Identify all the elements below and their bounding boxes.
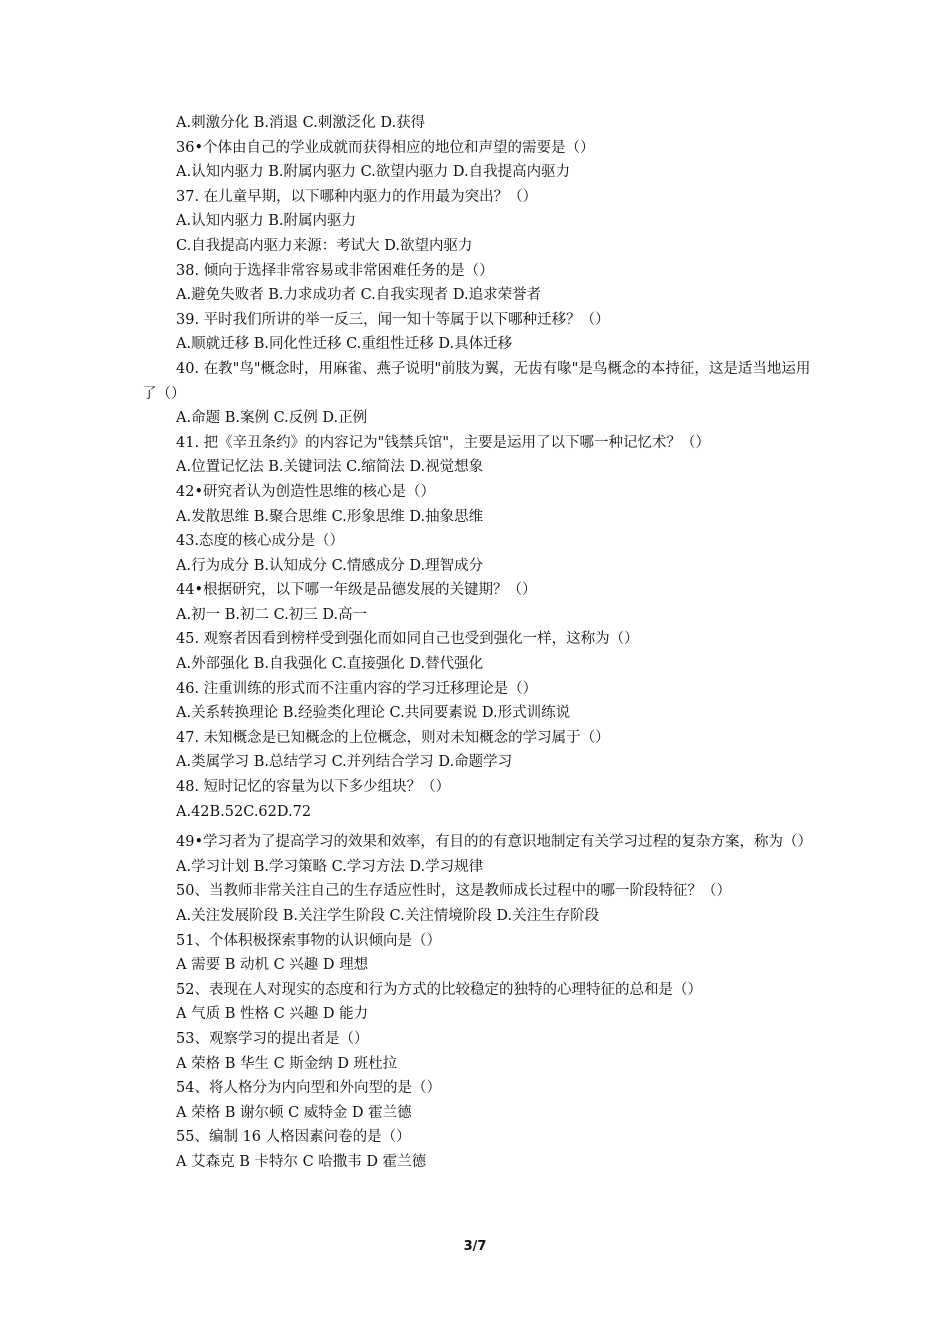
- question-45: 45. 观察者因看到榜样受到强化而如同自己也受到强化一样，这称为（）: [176, 631, 639, 648]
- answer-options-46: A.关系转换理论 B.经验类化理论 C.共同要素说 D.形式训练说: [176, 705, 571, 722]
- question-54: 54、将人格分为内向型和外向型的是（）: [176, 1080, 441, 1097]
- question-37: 37. 在儿童早期，以下哪种内驱力的作用最为突出？（）: [176, 188, 538, 205]
- answer-options-41: A.位置记忆法 B.关键词法 C.缩简法 D.视觉想象: [176, 459, 484, 476]
- answer-options-43: A.行为成分 B.认知成分 C.情感成分 D.理智成分: [176, 557, 484, 574]
- page-number: 3/7: [463, 1239, 487, 1254]
- question-53: 53、观察学习的提出者是（）: [176, 1030, 369, 1047]
- question-42: 42•研究者认为创造性思维的核心是（）: [176, 483, 436, 500]
- answer-options-53: A 荣格 B 华生 C 斯金纳 D 班杜拉: [176, 1055, 398, 1072]
- question-52: 52、表现在人对现实的态度和行为方式的比较稳定的独特的心理特征的总和是（）: [176, 981, 702, 998]
- answer-options-39: A.顺就迁移 B.同化性迁移 C.重组性迁移 D.具体迁移: [176, 336, 513, 353]
- document-body: [142, 111, 812, 1175]
- answer-options-54: A 荣格 B 谢尔顿 C 威特金 D 霍兰德: [176, 1104, 412, 1121]
- answer-options-45: A.外部强化 B.自我强化 C.直接强化 D.替代强化: [176, 656, 484, 673]
- answer-options-44: A.初一 B.初二 C.初三 D.高一: [176, 606, 368, 623]
- answer-options-52: A 气质 B 性格 C 兴趣 D 能力: [176, 1006, 369, 1023]
- answer-options-51: A 需要 B 动机 C 兴趣 D 理想: [176, 957, 369, 974]
- answer-options-40: A.命题 B.案例 C.反例 D.正例: [176, 410, 368, 427]
- answer-options-35: A.刺激分化 B.消退 C.刺激泛化 D.获得: [176, 115, 426, 131]
- answer-options-37-b: C.自我提高内驱力来源：考试大 D.欲望内驱力: [176, 237, 473, 254]
- answer-options-55: A 艾森克 B 卡特尔 C 哈撒韦 D 霍兰德: [176, 1153, 427, 1170]
- question-43: 43.态度的核心成分是（）: [176, 533, 345, 550]
- question-41: 41. 把《辛丑条约》的内容记为"钱禁兵馆"，主要是运用了以下哪一种记忆术？（）: [176, 434, 711, 451]
- question-49: 49•学习者为了提高学习的效果和效率，有目的的有意识地制定有关学习过程的复杂方案，称为（）: [176, 834, 812, 851]
- question-46: 46. 注重训练的形式而不注重内容的学习迁移理论是（）: [176, 680, 538, 697]
- question-40: 40. 在教"鸟"概念时，用麻雀、燕子说明"前肢为翼，无齿有喙"是鸟概念的本持征，这是适当地运用了（）: [142, 360, 811, 402]
- answer-options-42: A.发散思维 B.聚合思维 C.形象思维 D.抽象思维: [176, 508, 484, 525]
- question-50: 50、当教师非常关注自己的生存适应性时，这是教师成长过程中的哪一阶段特征？（）: [176, 883, 731, 900]
- question-48: 48. 短时记忆的容量为以下多少组块？（）: [176, 779, 451, 796]
- question-39: 39. 平时我们所讲的举一反三，闻一知十等属于以下哪种迁移？（）: [176, 311, 610, 328]
- question-38: 38. 倾向于选择非常容易或非常困难任务的是（）: [176, 262, 494, 279]
- answer-options-47: A.类属学习 B.总结学习 C.并列结合学习 D.命题学习: [176, 754, 513, 771]
- answer-options-38: A.避免失败者 B.力求成功者 C.自我实现者 D.追求荣誉者: [176, 287, 542, 304]
- answer-options-37-a: A.认知内驱力 B.附属内驱力: [176, 213, 356, 230]
- answer-options-36: A.认知内驱力 B.附属内驱力 C.欲望内驱力 D.自我提高内驱力: [176, 164, 571, 181]
- question-36: 36•个体由自己的学业成就而获得相应的地位和声望的需要是（）: [176, 139, 595, 156]
- question-55: 55、编制 16 人格因素问卷的是（）: [176, 1129, 411, 1146]
- answer-options-48: A.42B.52C.62D.72: [176, 803, 312, 820]
- question-47: 47. 未知概念是已知概念的上位概念，则对未知概念的学习属于（）: [176, 729, 610, 746]
- question-44: 44•根据研究，以下哪一年级是品德发展的关键期？（）: [176, 582, 537, 599]
- question-51: 51、个体积极探索事物的认识倾向是（）: [176, 932, 441, 949]
- answer-options-49: A.学习计划 B.学习策略 C.学习方法 D.学习规律: [176, 858, 484, 875]
- answer-options-50: A.关注发展阶段 B.关注学生阶段 C.关注情境阶段 D.关注生存阶段: [176, 908, 600, 924]
